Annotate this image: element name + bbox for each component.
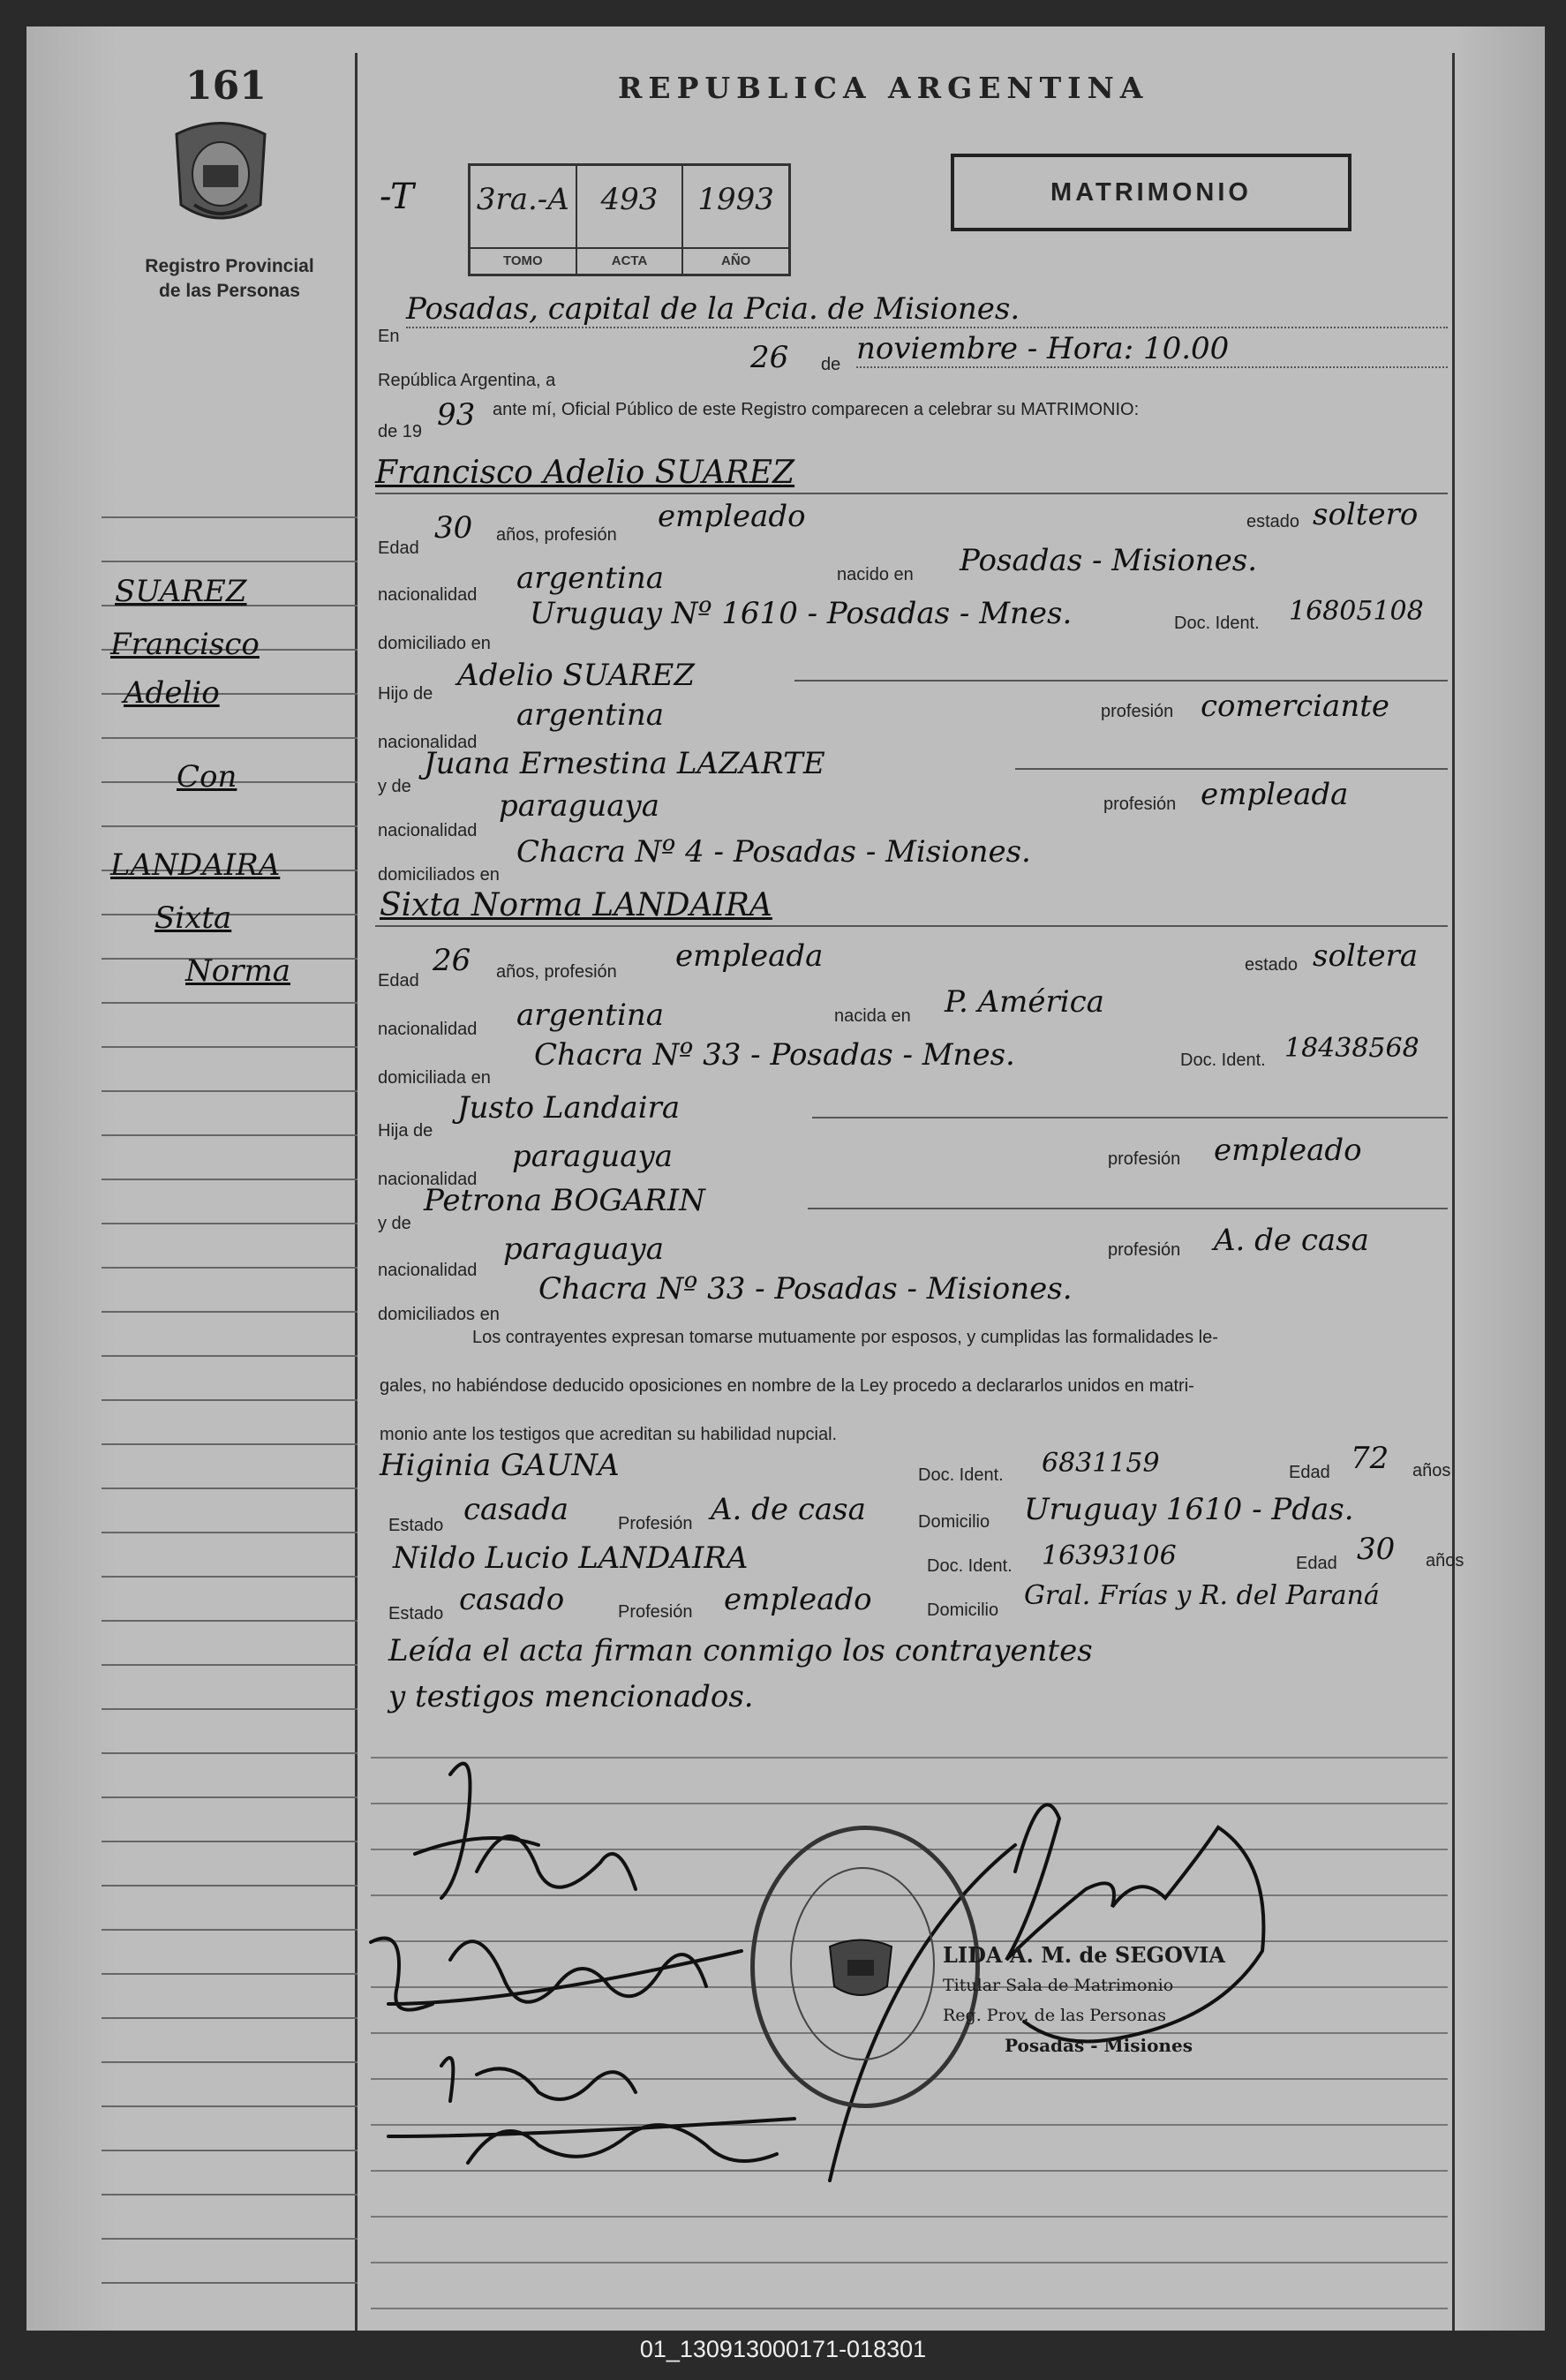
- tomo-label: TOMO: [471, 247, 576, 274]
- groom-mother: Juana Ernestina LAZARTE: [424, 746, 825, 781]
- official-city: Posadas - Misiones: [1005, 2035, 1193, 2056]
- bride-anos-label: años, profesión: [496, 962, 617, 982]
- groom-mother-nationality: paraguaya: [499, 788, 659, 824]
- groom-mother-nac-label: nacionalidad: [378, 821, 478, 840]
- witness2-edad-label: Edad: [1296, 1554, 1337, 1573]
- margin-ruled-line: [102, 1973, 358, 1975]
- margin-ruled-line: [102, 2105, 358, 2107]
- acta-cell: [577, 166, 684, 274]
- bride-estado-label: estado: [1245, 955, 1299, 975]
- groom-name-line: [375, 493, 1448, 494]
- margin-ruled-line: [102, 1046, 358, 1048]
- groom-estado-label: estado: [1246, 512, 1300, 531]
- declaration-line3: monio ante los testigos que acreditan su habilidad nupcial.: [380, 1425, 838, 1444]
- witness1-age: 72: [1351, 1441, 1389, 1476]
- bride-address: Chacra Nº 33 - Posadas - Mnes.: [534, 1037, 1015, 1073]
- tomo-value: 3ra.-A: [476, 182, 569, 217]
- margin-ruled-line: [102, 2282, 358, 2284]
- folio-number: 161: [185, 64, 267, 109]
- bride-birthplace: P. América: [945, 984, 1104, 1020]
- margin-ruled-line: [102, 1532, 358, 1533]
- seal-crest-icon: [821, 1933, 900, 2004]
- margin-ruled-line: [102, 737, 358, 739]
- margin-ruled-line: [102, 561, 358, 562]
- margin-ruled-line: [102, 1002, 358, 1004]
- witness1-address: Uruguay 1610 - Pdas.: [1024, 1492, 1354, 1527]
- witness1-dom-label: Domicilio: [918, 1512, 990, 1532]
- registry-name: [115, 254, 344, 304]
- groom-father-prof-label: profesión: [1101, 702, 1174, 721]
- margin-note-middlename: Adelio: [124, 675, 220, 711]
- bride-nationality: argentina: [516, 998, 665, 1033]
- bride-parents-dom-label: domiciliados en: [378, 1305, 500, 1324]
- margin-ruled-line: [102, 1443, 358, 1445]
- bride-name: Sixta Norma LANDAIRA: [380, 887, 772, 923]
- witness1-edad-label: Edad: [1289, 1463, 1330, 1482]
- groom-mother-line: [1015, 768, 1448, 770]
- margin-ruled-line: [102, 1090, 358, 1092]
- margin-note-con: Con: [177, 759, 237, 795]
- bride-mother: Petrona BOGARIN: [424, 1183, 705, 1218]
- groom-nacionalidad-label: nacionalidad: [378, 585, 478, 605]
- margin-ruled-line: [102, 1311, 358, 1313]
- groom-birthplace: Posadas - Misiones.: [960, 543, 1258, 578]
- groom-nationality: argentina: [516, 561, 665, 596]
- groom-mother-prof-label: profesión: [1103, 795, 1177, 814]
- margin-ruled-line: [102, 2150, 358, 2151]
- bride-father-nationality: paraguaya: [512, 1139, 673, 1174]
- groom-mother-profession: empleada: [1201, 777, 1349, 812]
- witness2-address: Gral. Frías y R. del Paraná: [1024, 1580, 1380, 1611]
- witness1-doc: 6831159: [1042, 1448, 1160, 1479]
- de-label: de: [821, 355, 841, 374]
- official-stamp: [943, 1940, 1225, 2060]
- ante-text: ante mí, Oficial Público de este Registro comparecen a celebrar su MATRIMONIO:: [493, 400, 1140, 419]
- bride-parents-address: Chacra Nº 33 - Posadas - Misiones.: [538, 1271, 1073, 1307]
- act-type-box: MATRIMONIO: [951, 154, 1351, 231]
- groom-age: 30: [434, 510, 473, 546]
- bride-profession: empleada: [675, 938, 824, 974]
- bride-father-profession: empleado: [1214, 1133, 1362, 1168]
- margin-ruled-line: [102, 1885, 358, 1887]
- bride-nacionalidad-label: nacionalidad: [378, 1020, 478, 1039]
- bride-mother-profession: A. de casa: [1214, 1223, 1369, 1258]
- margin-ruled-line: [102, 1796, 358, 1798]
- margin-ruled-line: [102, 1576, 358, 1578]
- witness1-estado-label: Estado: [388, 1516, 444, 1535]
- witness2-age: 30: [1357, 1532, 1396, 1567]
- witness2-marital: casado: [459, 1582, 565, 1617]
- groom-marital: soltero: [1313, 497, 1419, 532]
- witness2-name: Nildo Lucio LANDAIRA: [393, 1540, 749, 1576]
- bride-mother-line: [808, 1208, 1448, 1209]
- bride-father-nac-label: nacionalidad: [378, 1170, 478, 1189]
- margin-ruled-line: [102, 1620, 358, 1622]
- margin-ruled-line: [102, 1179, 358, 1180]
- bride-mother-prof-label: profesión: [1108, 1240, 1181, 1260]
- groom-hijo-label: Hijo de: [378, 684, 433, 704]
- margin-note-bride-surname: LANDAIRA: [110, 847, 281, 883]
- ano-cell: [683, 166, 788, 274]
- bride-edad-label: Edad: [378, 971, 419, 990]
- bride-mother-nac-label: nacionalidad: [378, 1261, 478, 1280]
- declaration-line2: gales, no habiéndose deducido oposiciones en nombre de la Ley procedo a declararlos unidos en matri-: [380, 1376, 1194, 1396]
- witness1-name: Higinia GAUNA: [380, 1448, 620, 1483]
- body-ruled-line: [371, 2262, 1448, 2263]
- margin-note-bride-middlename: Norma: [185, 953, 290, 989]
- margin-ruled-line: [102, 1399, 358, 1401]
- margin-ruled-line: [102, 1223, 358, 1224]
- registry-name-line2: de las Personas: [159, 281, 300, 301]
- bride-name-line: [375, 925, 1448, 927]
- bride-father-line: [812, 1117, 1448, 1118]
- margin-ruled-line: [102, 1929, 358, 1931]
- bride-doc-label: Doc. Ident.: [1180, 1051, 1266, 1070]
- country-title: REPUBLICA ARGENTINA: [618, 71, 1149, 105]
- witness1-anos-label: años: [1412, 1461, 1451, 1480]
- month-hour-value: noviembre - Hora: 10.00: [856, 331, 1448, 368]
- margin-mark: -T: [380, 177, 414, 217]
- bride-nacida-label: nacida en: [834, 1006, 911, 1026]
- witness2-prof-label: Profesión: [618, 1602, 693, 1622]
- bride-father-prof-label: profesión: [1108, 1149, 1181, 1169]
- witness2-doc-label: Doc. Ident.: [927, 1556, 1013, 1576]
- groom-name: Francisco Adelio SUAREZ: [375, 455, 795, 491]
- witness1-profession: A. de casa: [711, 1492, 866, 1527]
- margin-ruled-line: [102, 1664, 358, 1666]
- coat-of-arms-icon: [168, 117, 274, 231]
- margin-note-bride-firstname: Sixta: [154, 900, 232, 936]
- margin-note-firstname: Francisco: [110, 627, 260, 662]
- margin-ruled-line: [102, 1708, 358, 1710]
- bride-domiciliada-label: domiciliada en: [378, 1068, 491, 1088]
- margin-ruled-line: [102, 1355, 358, 1357]
- witness1-marital: casada: [463, 1492, 569, 1527]
- bride-yde-label: y de: [378, 1214, 411, 1233]
- bride-father: Justo Landaira: [457, 1090, 681, 1126]
- official-title1: Titular Sala de Matrimonio: [943, 1976, 1174, 1995]
- acta-value: 493: [600, 182, 659, 217]
- witness1-prof-label: Profesión: [618, 1514, 693, 1533]
- groom-profession: empleado: [658, 499, 806, 534]
- witness2-doc: 16393106: [1042, 1540, 1177, 1571]
- groom-doc: 16805108: [1289, 596, 1424, 627]
- groom-domiciliado-label: domiciliado en: [378, 634, 491, 653]
- groom-father: Adelio SUAREZ: [457, 658, 695, 693]
- groom-doc-label: Doc. Ident.: [1174, 614, 1260, 633]
- republica-label: República Argentina, a: [378, 371, 556, 390]
- witness2-dom-label: Domicilio: [927, 1600, 999, 1620]
- en-label: En: [378, 327, 400, 346]
- bride-hija-label: Hija de: [378, 1121, 433, 1141]
- margin-ruled-line: [102, 1267, 358, 1269]
- groom-parents-address: Chacra Nº 4 - Posadas - Misiones.: [516, 834, 1031, 870]
- place-value: Posadas, capital de la Pcia. de Misiones.: [406, 291, 1448, 328]
- tomo-cell: [471, 166, 577, 274]
- groom-father-line: [794, 680, 1448, 682]
- acta-label: ACTA: [577, 247, 682, 274]
- bride-doc: 18438568: [1284, 1033, 1419, 1064]
- groom-nacido-label: nacido en: [837, 565, 914, 584]
- declaration-line1: Los contrayentes expresan tomarse mutuamente por esposos, y cumplidas las formalidades le-: [472, 1328, 1218, 1347]
- witness2-estado-label: Estado: [388, 1604, 444, 1623]
- groom-anos-label: años, profesión: [496, 525, 617, 545]
- margin-ruled-line: [102, 825, 358, 827]
- ano-label: AÑO: [683, 247, 788, 274]
- day-value: 26: [750, 340, 789, 375]
- witness2-profession: empleado: [724, 1582, 872, 1617]
- official-name: LIDA A. M. de SEGOVIA: [943, 1942, 1225, 1968]
- groom-parents-dom-label: domiciliados en: [378, 865, 500, 885]
- margin-ruled-line: [102, 516, 358, 518]
- bride-mother-nationality: paraguaya: [503, 1231, 664, 1267]
- ano-value: 1993: [697, 182, 774, 217]
- groom-yde-label: y de: [378, 777, 411, 796]
- margin-ruled-line: [102, 2194, 358, 2195]
- witness1-doc-label: Doc. Ident.: [918, 1465, 1004, 1485]
- groom-father-nationality: argentina: [516, 697, 665, 733]
- margin-ruled-line: [102, 1841, 358, 1842]
- groom-father-nac-label: nacionalidad: [378, 733, 478, 752]
- de19-label: de 19: [378, 422, 423, 441]
- registry-name-line1: Registro Provincial: [145, 256, 314, 276]
- margin-note-surname: SUAREZ: [115, 574, 247, 609]
- margin-ruled-line: [102, 2061, 358, 2063]
- declaration-text: [380, 1314, 1465, 1459]
- groom-address: Uruguay Nº 1610 - Posadas - Mnes.: [530, 596, 1073, 631]
- bride-marital: soltera: [1313, 938, 1419, 974]
- margin-ruled-line: [102, 2017, 358, 2019]
- year-suffix: 93: [437, 397, 476, 433]
- groom-father-profession: comerciante: [1201, 689, 1389, 724]
- scan-reference: 01_130913000171-018301: [639, 2336, 927, 2362]
- margin-ruled-line: [102, 1752, 358, 1754]
- groom-edad-label: Edad: [378, 539, 419, 558]
- body-ruled-line: [371, 2308, 1448, 2309]
- witness2-anos-label: años: [1426, 1551, 1464, 1570]
- closing-line2: y testigos mencionados.: [388, 1679, 754, 1714]
- margin-ruled-line: [102, 1488, 358, 1489]
- margin-ruled-line: [102, 1134, 358, 1136]
- act-reference-box: [468, 163, 791, 276]
- official-title2: Reg. Prov. de las Personas: [943, 2006, 1167, 2025]
- margin-ruled-line: [102, 2238, 358, 2240]
- bride-age: 26: [433, 943, 471, 978]
- closing-line1: Leída el acta firman conmigo los contrayentes: [388, 1633, 1093, 1668]
